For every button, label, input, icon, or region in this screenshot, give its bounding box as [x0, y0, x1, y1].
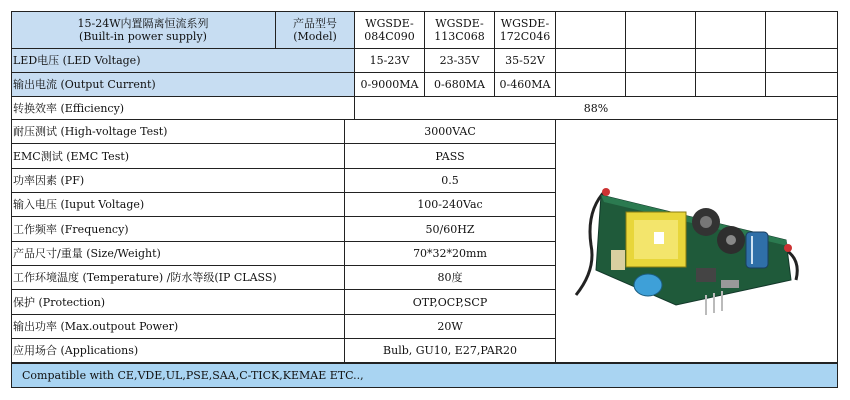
empty-cell — [696, 49, 766, 73]
spec-label: 保护 (Protection) — [11, 290, 345, 315]
model-cell-3 — [495, 11, 556, 49]
empty-cell — [766, 11, 838, 49]
model-label-cn: 产品型号 — [293, 16, 337, 30]
output-current-label: 输出电流 (Output Current) — [11, 73, 355, 97]
spec-value: 3000VAC — [345, 120, 556, 144]
empty-cell — [626, 49, 696, 73]
spec-value: 0.5 — [345, 169, 556, 193]
product-photo — [556, 120, 838, 363]
empty-cell — [766, 73, 838, 97]
pcb-illustration — [556, 120, 836, 361]
spec-label: EMC测试 (EMC Test) — [11, 144, 345, 169]
series-title-cell — [11, 11, 276, 49]
led-voltage-value-2: 23-35V — [425, 49, 495, 73]
empty-cell — [696, 11, 766, 49]
led-voltage-value-3: 35-52V — [495, 49, 556, 73]
model-label-en: (Model) — [293, 29, 337, 43]
spec-value: PASS — [345, 144, 556, 169]
model-3-line2: 172C046 — [499, 29, 551, 43]
spec-label: 耐压测试 (High-voltage Test) — [11, 120, 345, 144]
empty-cell — [626, 73, 696, 97]
led-voltage-label: LED电压 (LED Voltage) — [11, 49, 355, 73]
model-label-cell — [276, 11, 355, 49]
spec-label: 应用场合 (Applications) — [11, 339, 345, 363]
spec-table — [11, 11, 838, 388]
empty-cell — [556, 73, 626, 97]
empty-cell — [626, 11, 696, 49]
model-3-line1: WGSDE- — [500, 16, 550, 30]
spec-label: 工作环境温度 (Temperature) /防水等级(IP CLASS) — [11, 266, 345, 290]
output-current-value-1: 0-9000MA — [355, 73, 425, 97]
compatibility-text: Compatible with CE,VDE,UL,PSE,SAA,C-TICK,KEMAE ETC.., — [22, 369, 364, 382]
model-2-line2: 113C068 — [434, 29, 485, 43]
compatibility-footer — [11, 363, 838, 388]
spec-value: 20W — [345, 315, 556, 339]
spec-label: 产品尺寸/重量 (Size/Weight) — [11, 242, 345, 266]
spec-label: 功率因素 (PF) — [11, 169, 345, 193]
spec-value: OTP,OCP,SCP — [345, 290, 556, 315]
spec-label: 输出功率 (Max.outpout Power) — [11, 315, 345, 339]
model-1-line2: 084C090 — [364, 29, 415, 43]
output-current-value-2: 0-680MA — [425, 73, 495, 97]
spec-value: 70*32*20mm — [345, 242, 556, 266]
model-cell-2 — [425, 11, 495, 49]
empty-cell — [556, 49, 626, 73]
series-title-cn: 15-24W内置隔离恒流系列 — [77, 16, 209, 30]
model-cell-1 — [355, 11, 425, 49]
spec-label: 输入电压 (Iuput Voltage) — [11, 193, 345, 217]
led-voltage-value-1: 15-23V — [355, 49, 425, 73]
efficiency-value: 88% — [355, 97, 838, 120]
spec-label: 工作频率 (Frequency) — [11, 217, 345, 242]
efficiency-label: 转换效率 (Efficiency) — [11, 97, 355, 120]
spec-value: 50/60HZ — [345, 217, 556, 242]
spec-value: 100-240Vac — [345, 193, 556, 217]
empty-cell — [696, 73, 766, 97]
model-1-line1: WGSDE- — [365, 16, 414, 30]
spec-value: Bulb, GU10, E27,PAR20 — [345, 339, 556, 363]
empty-cell — [766, 49, 838, 73]
output-current-value-3: 0-460MA — [495, 73, 556, 97]
spec-value: 80度 — [345, 266, 556, 290]
series-title-en: (Built-in power supply) — [79, 29, 207, 43]
empty-cell — [556, 11, 626, 49]
model-2-line1: WGSDE- — [435, 16, 484, 30]
